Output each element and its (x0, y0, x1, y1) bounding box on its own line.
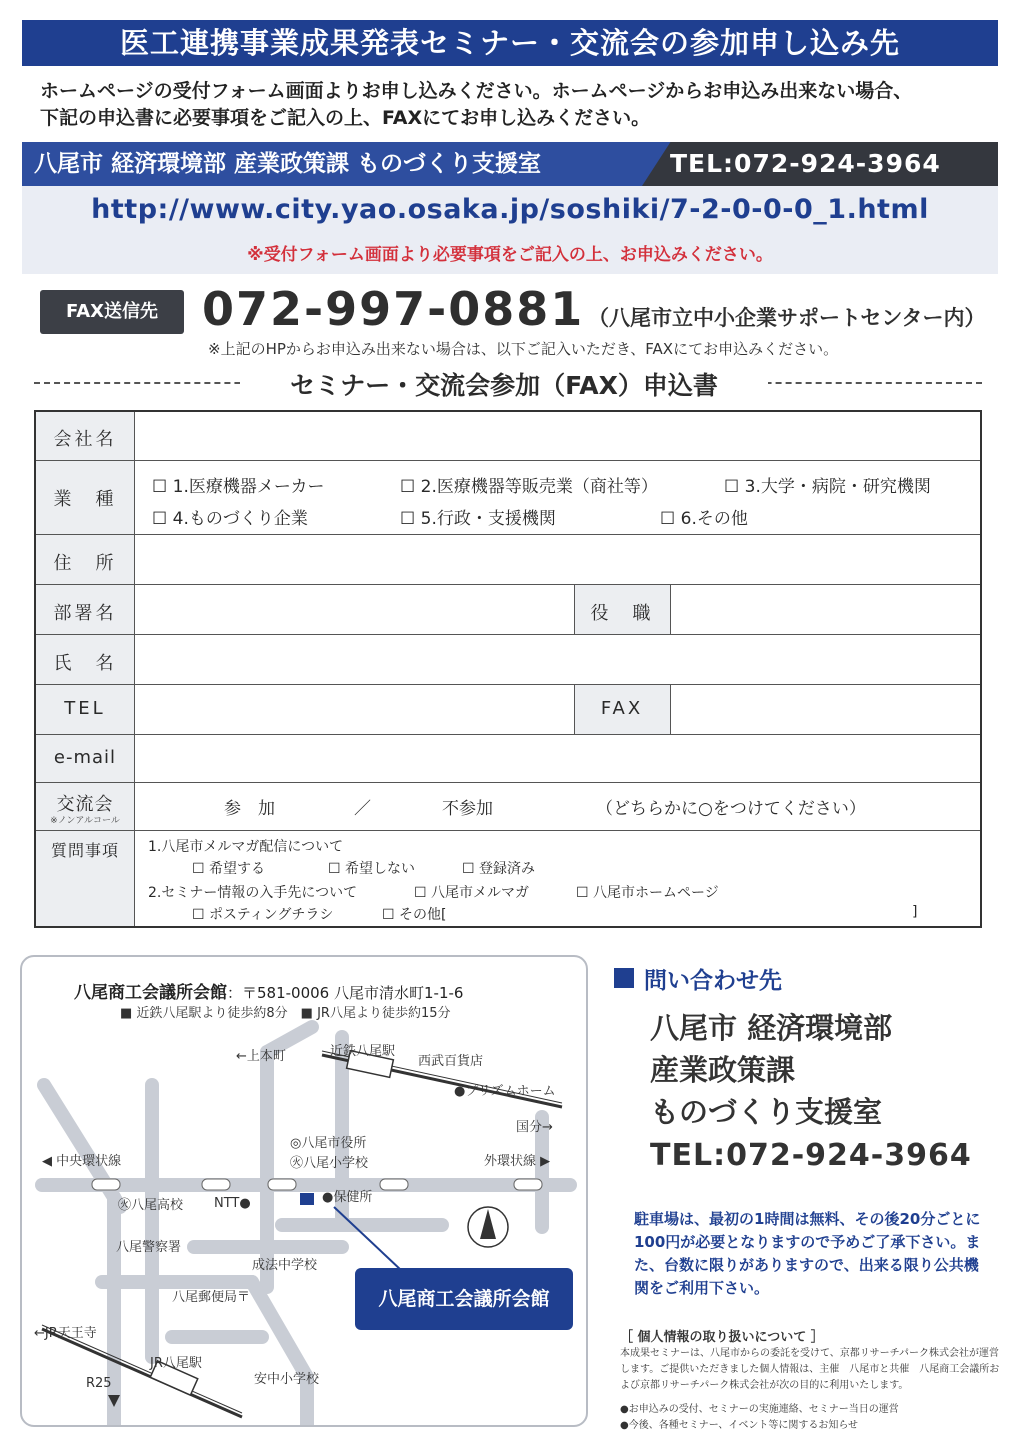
map-label-yasunaka: 安中小学校 (254, 1372, 320, 1387)
map-label-kamihonmachi: ←上本町 (236, 1049, 286, 1064)
industry-option-1[interactable]: ☐ 1.医療機器メーカー (152, 477, 325, 497)
q2-option-3[interactable]: ☐ ポスティングチラシ (192, 907, 334, 923)
q1-option-3[interactable]: ☐ 登録済み (462, 861, 536, 877)
map-label-gaikan: 外環状線 ▶ (484, 1154, 551, 1169)
email-label: e-mail (53, 747, 117, 768)
tel-field[interactable] (136, 686, 572, 732)
map-label-prism: ●プリズムホーム (454, 1084, 556, 1099)
map-label-yao-elementary: ㊋八尾小学校 (290, 1156, 369, 1171)
networking-instruction: （どちらかに○をつけてください） (596, 799, 866, 819)
fax-badge: FAX送信先 (40, 290, 184, 334)
industry-option-2[interactable]: ☐ 2.医療機器等販売業（商社等） (400, 477, 658, 497)
industry-option-5[interactable]: ☐ 5.行政・支援機関 (400, 509, 556, 529)
question-2: 2.セミナー情報の入手先について (148, 885, 358, 901)
map-label-police: 八尾警察署 (116, 1240, 182, 1255)
position-label: 役 職 (590, 603, 654, 624)
q1-option-2[interactable]: ☐ 希望しない (328, 861, 416, 877)
map-box (20, 955, 588, 1427)
q2-close-bracket: ] (912, 904, 918, 920)
venue-callout: 八尾商工会議所会館 (355, 1268, 573, 1330)
venue-name-header (74, 978, 463, 1003)
industry-option-3[interactable]: ☐ 3.大学・病院・研究機関 (724, 477, 931, 497)
map-label-yao-high: ㊋八尾高校 (118, 1198, 184, 1213)
contact-heading: 問い合わせ先 (644, 968, 782, 994)
contact-tel: TEL:072-924-3964 (650, 1138, 972, 1173)
map-label-city-hall: ◎八尾市役所 (290, 1136, 367, 1151)
privacy-item-1: ●お申込みの受付、セミナーの実施連絡、セミナー当日の運営 (620, 1404, 899, 1415)
networking-attend[interactable]: 参 加 (224, 799, 275, 819)
name-label: 氏 名 (53, 653, 117, 674)
intro-line-2: 下記の申込書に必要事項をご記入の上、FAXにてお申し込みください。 (40, 107, 651, 129)
form-title: セミナー・交流会参加（FAX）申込書 (240, 366, 768, 402)
industry-option-4[interactable]: ☐ 4.ものづくり企業 (152, 509, 308, 529)
venue-access: ■ 近鉄八尾駅より徒歩約8分 ■ JR八尾より徒歩約15分 (120, 1006, 451, 1021)
networking-note: ※ノンアルコール (50, 816, 120, 826)
fax-note: ※上記のHPからお申込み出来ない場合は、以下ご記入いただき、FAXにてお申込みください。 (208, 340, 839, 358)
map-label-jr-yao: JR八尾駅 (150, 1356, 202, 1371)
q2-option-2[interactable]: ☐ 八尾市ホームページ (576, 885, 719, 901)
map-label-jr-tennoji: ←JR天王寺 (34, 1326, 97, 1341)
venue-address: ：〒581-0006 八尾市清水町1-1-6 (227, 984, 464, 1002)
address-field[interactable] (136, 536, 978, 582)
networking-not-attend[interactable]: 不参加 (442, 799, 493, 819)
access-map (22, 957, 588, 1427)
networking-label: 交流会 (56, 794, 114, 815)
question-1: 1.八尾市メルマガ配信について (148, 839, 344, 855)
q2-option-4[interactable]: ☐ その他[ (382, 907, 447, 923)
map-label-seibu: 西武百貨店 (418, 1054, 484, 1069)
contact-square-icon (614, 968, 634, 988)
intro-line-1: ホームページの受付フォーム画面よりお申し込みください。ホームページからお申込み出来ない場合、 (40, 80, 913, 102)
industry-option-6[interactable]: ☐ 6.その他 (660, 509, 748, 529)
networking-slash: ／ (354, 799, 371, 819)
email-field[interactable] (136, 736, 978, 780)
contact-line-2: 産業政策課 (650, 1053, 796, 1087)
department-tel: TEL:072-924-3964 (670, 149, 941, 178)
q1-option-1[interactable]: ☐ 希望する (192, 861, 266, 877)
contact-line-3: ものづくり支援室 (650, 1095, 883, 1129)
position-field[interactable] (672, 586, 978, 632)
fax-number: 072-997-0881 (202, 282, 585, 336)
map-label-hokenjo: ●保健所 (322, 1190, 373, 1205)
map-label-r25: R25 (86, 1376, 112, 1391)
department-field[interactable] (136, 586, 572, 632)
company-field[interactable] (136, 414, 978, 458)
parking-note: 駐車場は、最初の1時間は無料、その後20分ごとに100円が必要となりますので予めご了承下さい。また、台数に限りがありますので、出来る限り公共機関をご利用下さい。 (634, 1210, 981, 1297)
fax-location: （八尾市立中小企業サポートセンター内） (588, 306, 986, 330)
questions-label: 質問事項 (50, 841, 119, 860)
map-label-kintetsu-yao: 近鉄八尾駅 (330, 1044, 396, 1059)
fax-label: FAX (600, 698, 644, 719)
map-label-chuo-kanjo: ◀ 中央環状線 (42, 1154, 122, 1169)
contact-line-1: 八尾市 経済環境部 (650, 1011, 893, 1045)
address-label: 住 所 (53, 553, 117, 574)
privacy-title: ［ 個人情報の取り扱いについて ］ (620, 1330, 824, 1345)
application-url-link[interactable]: http://www.city.yao.osaka.jp/soshiki/7-2-0-0-0_1.html (91, 194, 929, 225)
application-form (34, 410, 982, 928)
venue-name: 八尾商工会議所会館 (74, 983, 227, 1003)
page-title: 医工連携事業成果発表セミナー・交流会の参加申し込み先 (22, 20, 998, 66)
department-name: 八尾市 経済環境部 産業政策課 ものづくり支援室 (34, 151, 542, 177)
map-label-ntt: NTT● (214, 1196, 251, 1211)
company-label: 会社名 (53, 429, 117, 450)
map-label-seiho: 成法中学校 (252, 1258, 318, 1273)
privacy-item-2: ●今後、各種セミナー、イベント等に関するお知らせ (620, 1420, 859, 1431)
q2-option-1[interactable]: ☐ 八尾市メルマガ (414, 885, 530, 901)
privacy-text: 本成果セミナーは、八尾市からの委託を受けて、京都リサーチパーク株式会社が運営します。ご提供いただきました個人情報は、主催 八尾市と共催 八尾商工会議所および京都リサーチパーク株式会社が次の目的に利用いたします。 (620, 1348, 1000, 1391)
map-label-kokubu: 国分→ (516, 1120, 553, 1135)
name-field[interactable] (136, 636, 978, 682)
map-label-post: 八尾郵便局〒 (172, 1290, 251, 1305)
fax-field[interactable] (672, 686, 978, 732)
intro-text (40, 78, 1000, 132)
tel-label: TEL (64, 698, 106, 719)
url-note: ※受付フォーム画面より必要事項をご記入の上、お申込みください。 (247, 245, 773, 265)
department-label: 部署名 (53, 603, 117, 624)
industry-label: 業 種 (53, 489, 117, 510)
